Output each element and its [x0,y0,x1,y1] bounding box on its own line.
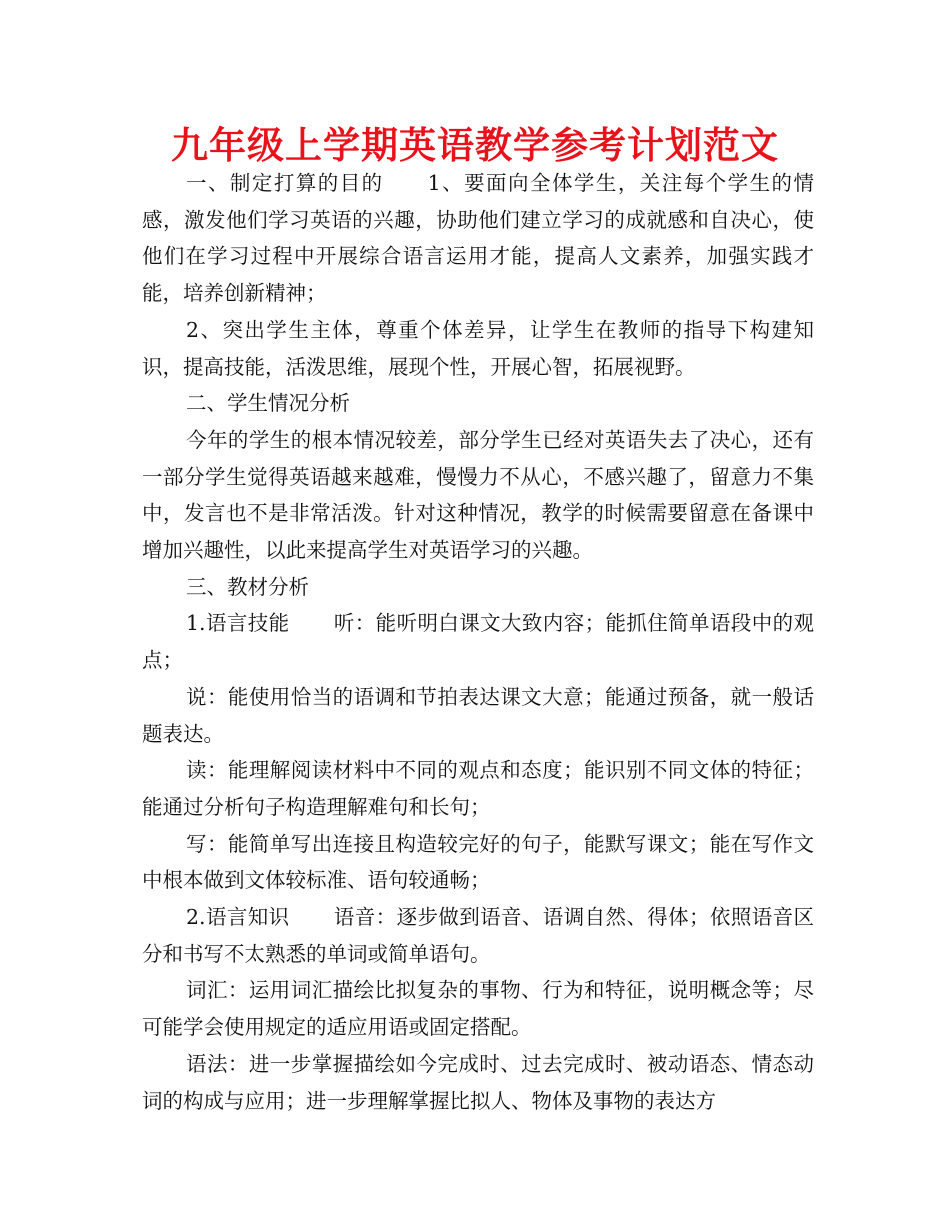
subheading-language-skills: 1.语言技能 [186,611,290,636]
paragraph-reading: 读：能理解阅读材料中不同的观点和态度；能识别不同文体的特征；能通过分析句子构造理解难句和长句； [142,758,814,819]
paragraph-phonetics [142,899,814,972]
paragraph-phonetics-text: 语音：逐步做到语音、语调自然、得体；依照语音区分和书写不太熟悉的单词或简单语句。 [142,905,814,966]
subheading-language-knowledge: 2.语言知识 [186,905,290,930]
paragraph-goals-text: 1、要面向全体学生，关注每个学生的情感，激发他们学习英语的兴趣，协助他们建立学习的成就感和自决心，使他们在学习过程中开展综合语言运用才能，提高人文素养，加强实践才能，培养创新精神； [142,171,814,306]
paragraph-vocabulary: 词汇：运用词汇描绘比拟复杂的事物、行为和特征，说明概念等；尽可能学会使用规定的适应用语或固定搭配。 [142,978,814,1040]
document-body [142,165,814,1119]
paragraph-speaking: 说：能使用恰当的语调和节拍表达课文大意；能通过预备，就一般话题表达。 [142,684,814,746]
paragraph-grammar: 语法：进一步掌握描绘如今完成时、过去完成时、被动语态、情态动词的构成与应用；进一步理解掌握比拟人、物体及事物的表达方 [142,1051,814,1113]
document-title: 九年级上学期英语教学参考计划范文 [171,124,779,167]
paragraph-students-analysis: 今年的学生的根本情况较差，部分学生已经对英语失去了决心，还有一部分学生觉得英语越来越难，慢慢力不从心，不感兴趣了，留意力不集中，发言也不是非常活泼。针对这种情况，教学的时候需要留意在备课中增加兴趣性，以此来提高学生对英语学习的兴趣。 [142,427,814,563]
section-heading-materials: 三、教材分析 [186,574,309,599]
paragraph-goals [142,165,814,312]
paragraph-listening-text: 听：能听明白课文大致内容；能抓住简单语段中的观点； [142,611,814,673]
section-heading-goals: 一、制定打算的目的 [186,171,384,195]
paragraph-writing: 写：能简单写出连接且构造较完好的句子，能默写课文；能在写作文中根本做到文体较标准、语句较通畅； [142,831,814,893]
paragraph-student-focus: 2、突出学生主体，尊重个体差异，让学生在教师的指导下构建知识，提高技能，活泼思维，展现个性，开展心智，拓展视野。 [142,317,814,379]
section-heading-students: 二、学生情况分析 [186,391,350,416]
paragraph-listening [142,605,814,678]
